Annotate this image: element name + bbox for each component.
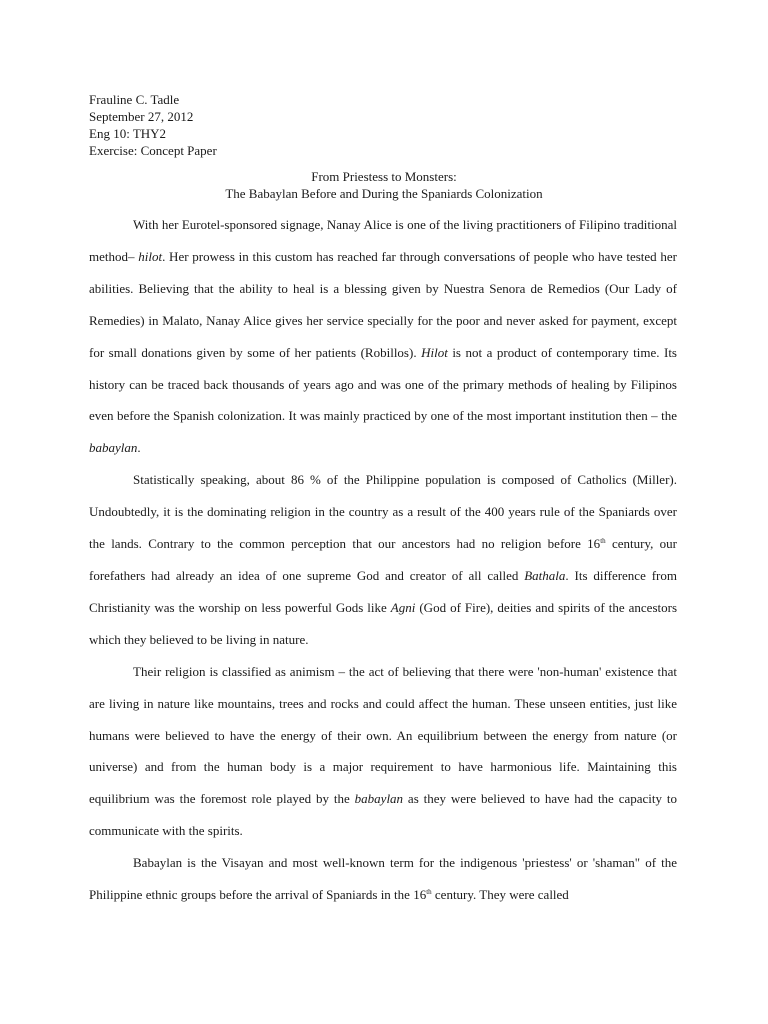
text-run: (God of Fire), deities and spirits of the ancestors which they believed to be living in nature. <box>89 599 678 647</box>
paper-date: September 27, 2012 <box>89 109 194 124</box>
italic-term: Agni <box>390 599 416 615</box>
text-run: century. They were called <box>431 887 569 903</box>
paragraph-2 <box>89 464 677 655</box>
ordinal-superscript: th <box>600 537 606 546</box>
paper-body <box>89 209 677 911</box>
text-run: is not a product of contemporary time. Its history can be traced back thousands of years ago and was one of the primary methods of healing by Filipinos even before the Spanish colonization. It was mainly practiced by one of the most important institution then – the <box>89 344 677 424</box>
italic-term: hilot <box>138 248 163 264</box>
italic-term: Hilot <box>421 344 448 360</box>
author-header <box>89 91 217 159</box>
title-line-2: The Babaylan Before and During the Spaniards Colonization <box>225 186 543 201</box>
paper-title <box>0 168 768 202</box>
course-code: Eng 10: THY2 <box>89 126 167 141</box>
exercise-label: Exercise: Concept Paper <box>89 143 217 158</box>
text-run: Statistically speaking, about 86 % of the Philippine population is composed of Catholics (Miller). Undoubtedly, it is the dominating religion in the country as a result of the 400 years rule of the Spaniards over the lands. Contrary to the common perception that our ancestors had no religion before 16 <box>89 472 677 552</box>
paragraph-4 <box>89 847 677 911</box>
author-name: Frauline C. Tadle <box>89 92 180 107</box>
ordinal-superscript: th <box>426 888 432 897</box>
text-run: Their religion is classified as animism – the act of believing that there were 'non-human' existence that are living in nature like mountains, trees and rocks and could affect the human. These unseen entities, just like humans were believed to have the energy of their own. An equilibrium between the energy from nature (or universe) and from the human body is a major requirement to have harmonious life. Maintaining this equilibrium was the foremost role played by the <box>89 663 677 807</box>
title-line-1: From Priestess to Monsters: <box>311 169 457 184</box>
italic-term: babaylan <box>354 791 404 807</box>
text-run: as they were believed to have had the capacity to communicate with the spirits. <box>89 791 677 839</box>
text-run: . <box>137 440 141 456</box>
paragraph-1 <box>89 209 677 464</box>
text-run: . Her prowess in this custom has reached far through conversations of people who have tested her abilities. Believing that the ability to heal is a blessing given by Nuestra Senora de Remedios (Our Lady of Remedies) in Malato, Nanay Alice gives her service specially for the poor and never asked for payment, except for small donations given by some of her patients (Robillos). <box>89 248 677 360</box>
text-run: With her Eurotel-sponsored signage, Nanay Alice is one of the living practitioners of Filipino traditional method– <box>89 217 677 264</box>
text-run: century, our forefathers had already an idea of one supreme God and creator of all called <box>89 536 677 583</box>
text-run: Babaylan is the Visayan and most well-known term for the indigenous 'priestess' or 'shaman" of the Philippine ethnic groups before the arrival of Spaniards in the 16 <box>89 855 677 903</box>
italic-term: babaylan <box>89 440 138 456</box>
paragraph-3 <box>89 656 677 847</box>
text-run: . Its difference from Christianity was the worship on less powerful Gods like <box>89 567 677 615</box>
italic-term: Bathala <box>524 567 566 583</box>
